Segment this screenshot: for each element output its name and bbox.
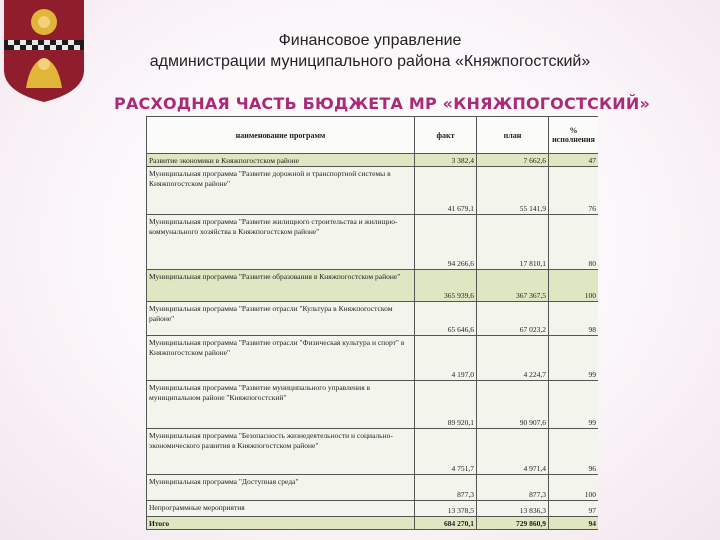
percent-value: 100 — [549, 270, 599, 302]
section-title: РАСХОДНАЯ ЧАСТЬ БЮДЖЕТА МР «КНЯЖПОГОСТСКИЙ» — [114, 94, 650, 113]
percent-value: 97 — [549, 501, 599, 517]
table-row — [147, 381, 599, 429]
fact-value: 877,3 — [415, 475, 477, 501]
table-row — [147, 154, 599, 167]
plan-value: 67 023,2 — [477, 302, 549, 336]
program-name: Развитие экономики в Княжпогостском районе — [147, 154, 415, 167]
table-row — [147, 302, 599, 336]
total-plan: 729 860,9 — [477, 517, 549, 530]
table-total-row — [147, 517, 599, 530]
checkered-band — [4, 40, 84, 50]
table-row — [147, 215, 599, 270]
table-row — [147, 270, 599, 302]
program-name: Муниципальная программа "Развитие муниципального управления в муниципальном районе "Княжпогостский" — [147, 381, 415, 429]
percent-value: 100 — [549, 475, 599, 501]
total-percent: 94 — [549, 517, 599, 530]
table-row — [147, 475, 599, 501]
table-row — [147, 167, 599, 215]
header-line-2: администрации муниципального района «Княжпогостский» — [149, 53, 591, 70]
table-row — [147, 501, 599, 517]
fact-value: 365 939,6 — [415, 270, 477, 302]
column-header-percent: % исполнения — [549, 117, 599, 154]
fact-value: 65 646,6 — [415, 302, 477, 336]
program-name: Муниципальная программа "Развитие отрасли "Культура в Княжпогостском районе" — [147, 302, 415, 336]
program-name: Муниципальная программа "Развитие дорожной и транспортной системы в Княжпогостском районе" — [147, 167, 415, 215]
percent-value: 80 — [549, 215, 599, 270]
fact-value: 4 197,0 — [415, 336, 477, 381]
percent-value: 47 — [549, 154, 599, 167]
plan-value: 17 810,1 — [477, 215, 549, 270]
percent-value: 99 — [549, 336, 599, 381]
percent-value: 76 — [549, 167, 599, 215]
fact-value: 3 382,4 — [415, 154, 477, 167]
fact-value: 13 378,5 — [415, 501, 477, 517]
header-line-1: Финансовое управление — [278, 32, 462, 49]
budget-table-container — [146, 116, 598, 538]
total-fact: 684 270,1 — [415, 517, 477, 530]
plan-value: 4 224,7 — [477, 336, 549, 381]
percent-value: 99 — [549, 381, 599, 429]
budget-table — [146, 116, 598, 530]
table-row — [147, 429, 599, 475]
program-name: Муниципальная программа "Развитие отрасли "Физическая культура и спорт" в Княжпогостском районе" — [147, 336, 415, 381]
plan-value: 877,3 — [477, 475, 549, 501]
coat-of-arms-emblem — [0, 0, 88, 104]
fact-value: 89 920,1 — [415, 381, 477, 429]
table-header-row — [147, 117, 599, 154]
plan-value: 90 907,6 — [477, 381, 549, 429]
fact-value: 94 266,6 — [415, 215, 477, 270]
column-header-name: наименование программ — [147, 117, 415, 154]
plan-value: 7 662,6 — [477, 154, 549, 167]
plan-value: 55 141,9 — [477, 167, 549, 215]
column-header-fact: факт — [415, 117, 477, 154]
program-name: Муниципальная программа "Безопасность жизнедеятельности и социально-экономического развития в Княжпогостском районе" — [147, 429, 415, 475]
total-label: Итого — [147, 517, 415, 530]
table-row — [147, 336, 599, 381]
percent-value: 98 — [549, 302, 599, 336]
program-name: Муниципальная программа "Развитие образования в Княжпогостском районе" — [147, 270, 415, 302]
percent-value: 96 — [549, 429, 599, 475]
plan-value: 4 971,4 — [477, 429, 549, 475]
organization-header — [100, 30, 640, 72]
fact-value: 41 679,1 — [415, 167, 477, 215]
fact-value: 4 751,7 — [415, 429, 477, 475]
program-name: Муниципальная программа "Доступная среда" — [147, 475, 415, 501]
program-name: Муниципальная программа "Развитие жилищного строительства и жилищно-коммунального хозяйства в Княжпогостском районе" — [147, 215, 415, 270]
plan-value: 367 367,5 — [477, 270, 549, 302]
column-header-plan: план — [477, 117, 549, 154]
plan-value: 13 836,3 — [477, 501, 549, 517]
program-name: Непрограммные мероприятия — [147, 501, 415, 517]
